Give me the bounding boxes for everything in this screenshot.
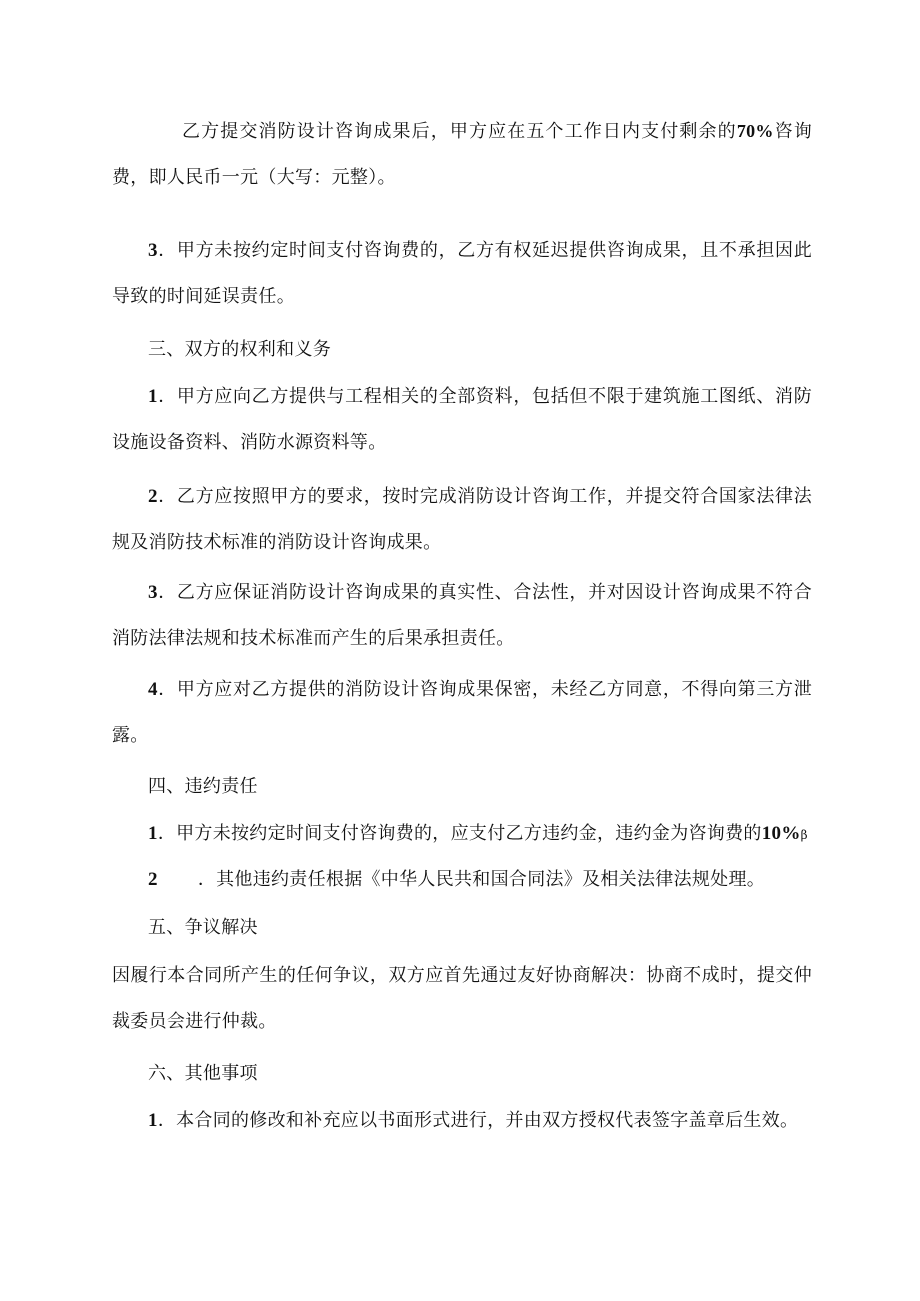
clause-number: 1 <box>148 823 158 844</box>
clause-3-4 <box>112 667 812 759</box>
clause-number: 1 <box>148 386 158 407</box>
clause-text: ．乙方应保证消防设计咨询成果的真实性、合法性，并对因设计咨询成果不符合消防法律法规和技术标准而产生的后果承担责任。 <box>112 582 812 649</box>
clause-text: ．甲方未按约定时间支付咨询费的，应支付乙方违约金，违约金为咨询费的 <box>157 823 762 844</box>
clause-4-2 <box>112 857 812 903</box>
clause-3-2 <box>112 474 812 566</box>
clause-text: ．乙方应按照甲方的要求，按时完成消防设计咨询工作，并提交符合国家法律法规及消防技术标准的消防设计咨询成果。 <box>112 486 812 553</box>
section-heading-4: 四、违约责任 <box>148 776 258 797</box>
payment-text-a: 乙方提交消防设计咨询成果后，甲方应在五个工作日内支付剩余的 <box>182 121 737 142</box>
clause-3-1 <box>112 374 812 466</box>
clause-6-1 <box>112 1098 812 1144</box>
clause-text: ．甲方未按约定时间支付咨询费的，乙方有权延迟提供咨询成果，且不承担因此导致的时间延误责任。 <box>112 240 812 307</box>
clause-2-3 <box>112 228 812 320</box>
penalty-tail: β <box>800 828 808 842</box>
clause-number: 4 <box>148 679 158 700</box>
clause-3-3 <box>112 570 812 662</box>
payment-paragraph <box>112 108 812 201</box>
clause-text: ．其他违约责任根据《中华人民共和国合同法》及相关法律法规处理。 <box>197 869 766 890</box>
clause-number: 1 <box>148 1110 158 1131</box>
section-heading-6: 六、其他事项 <box>148 1063 258 1084</box>
penalty-percent: 10% <box>761 823 801 844</box>
clause-number: 2 <box>148 486 158 507</box>
section-heading-3: 三、双方的权利和义务 <box>148 339 331 360</box>
payment-percent: 70% <box>736 121 774 141</box>
clause-number: 2 <box>148 869 158 890</box>
payment-text-b: 咨询费，即人民币一元（大写：元整）。 <box>112 121 812 188</box>
clause-text: ．本合同的修改和补充应以书面形式进行，并由双方授权代表签字盖章后生效。 <box>157 1110 799 1131</box>
clause-text: ．甲方应向乙方提供与工程相关的全部资料，包括但不限于建筑施工图纸、消防设施设备资料、消防水源资料等。 <box>112 386 812 453</box>
dispute-paragraph: 因履行本合同所产生的任何争议，双方应首先通过友好协商解决：协商不成时，提交仲裁委员会进行仲裁。 <box>112 965 812 1032</box>
section-heading-5: 五、争议解决 <box>148 917 258 938</box>
clause-number: 3 <box>148 240 158 261</box>
clause-4-1 <box>112 811 812 858</box>
clause-text: ．甲方应对乙方提供的消防设计咨询成果保密，未经乙方同意，不得向第三方泄露。 <box>112 679 812 746</box>
clause-number: 3 <box>148 582 158 603</box>
